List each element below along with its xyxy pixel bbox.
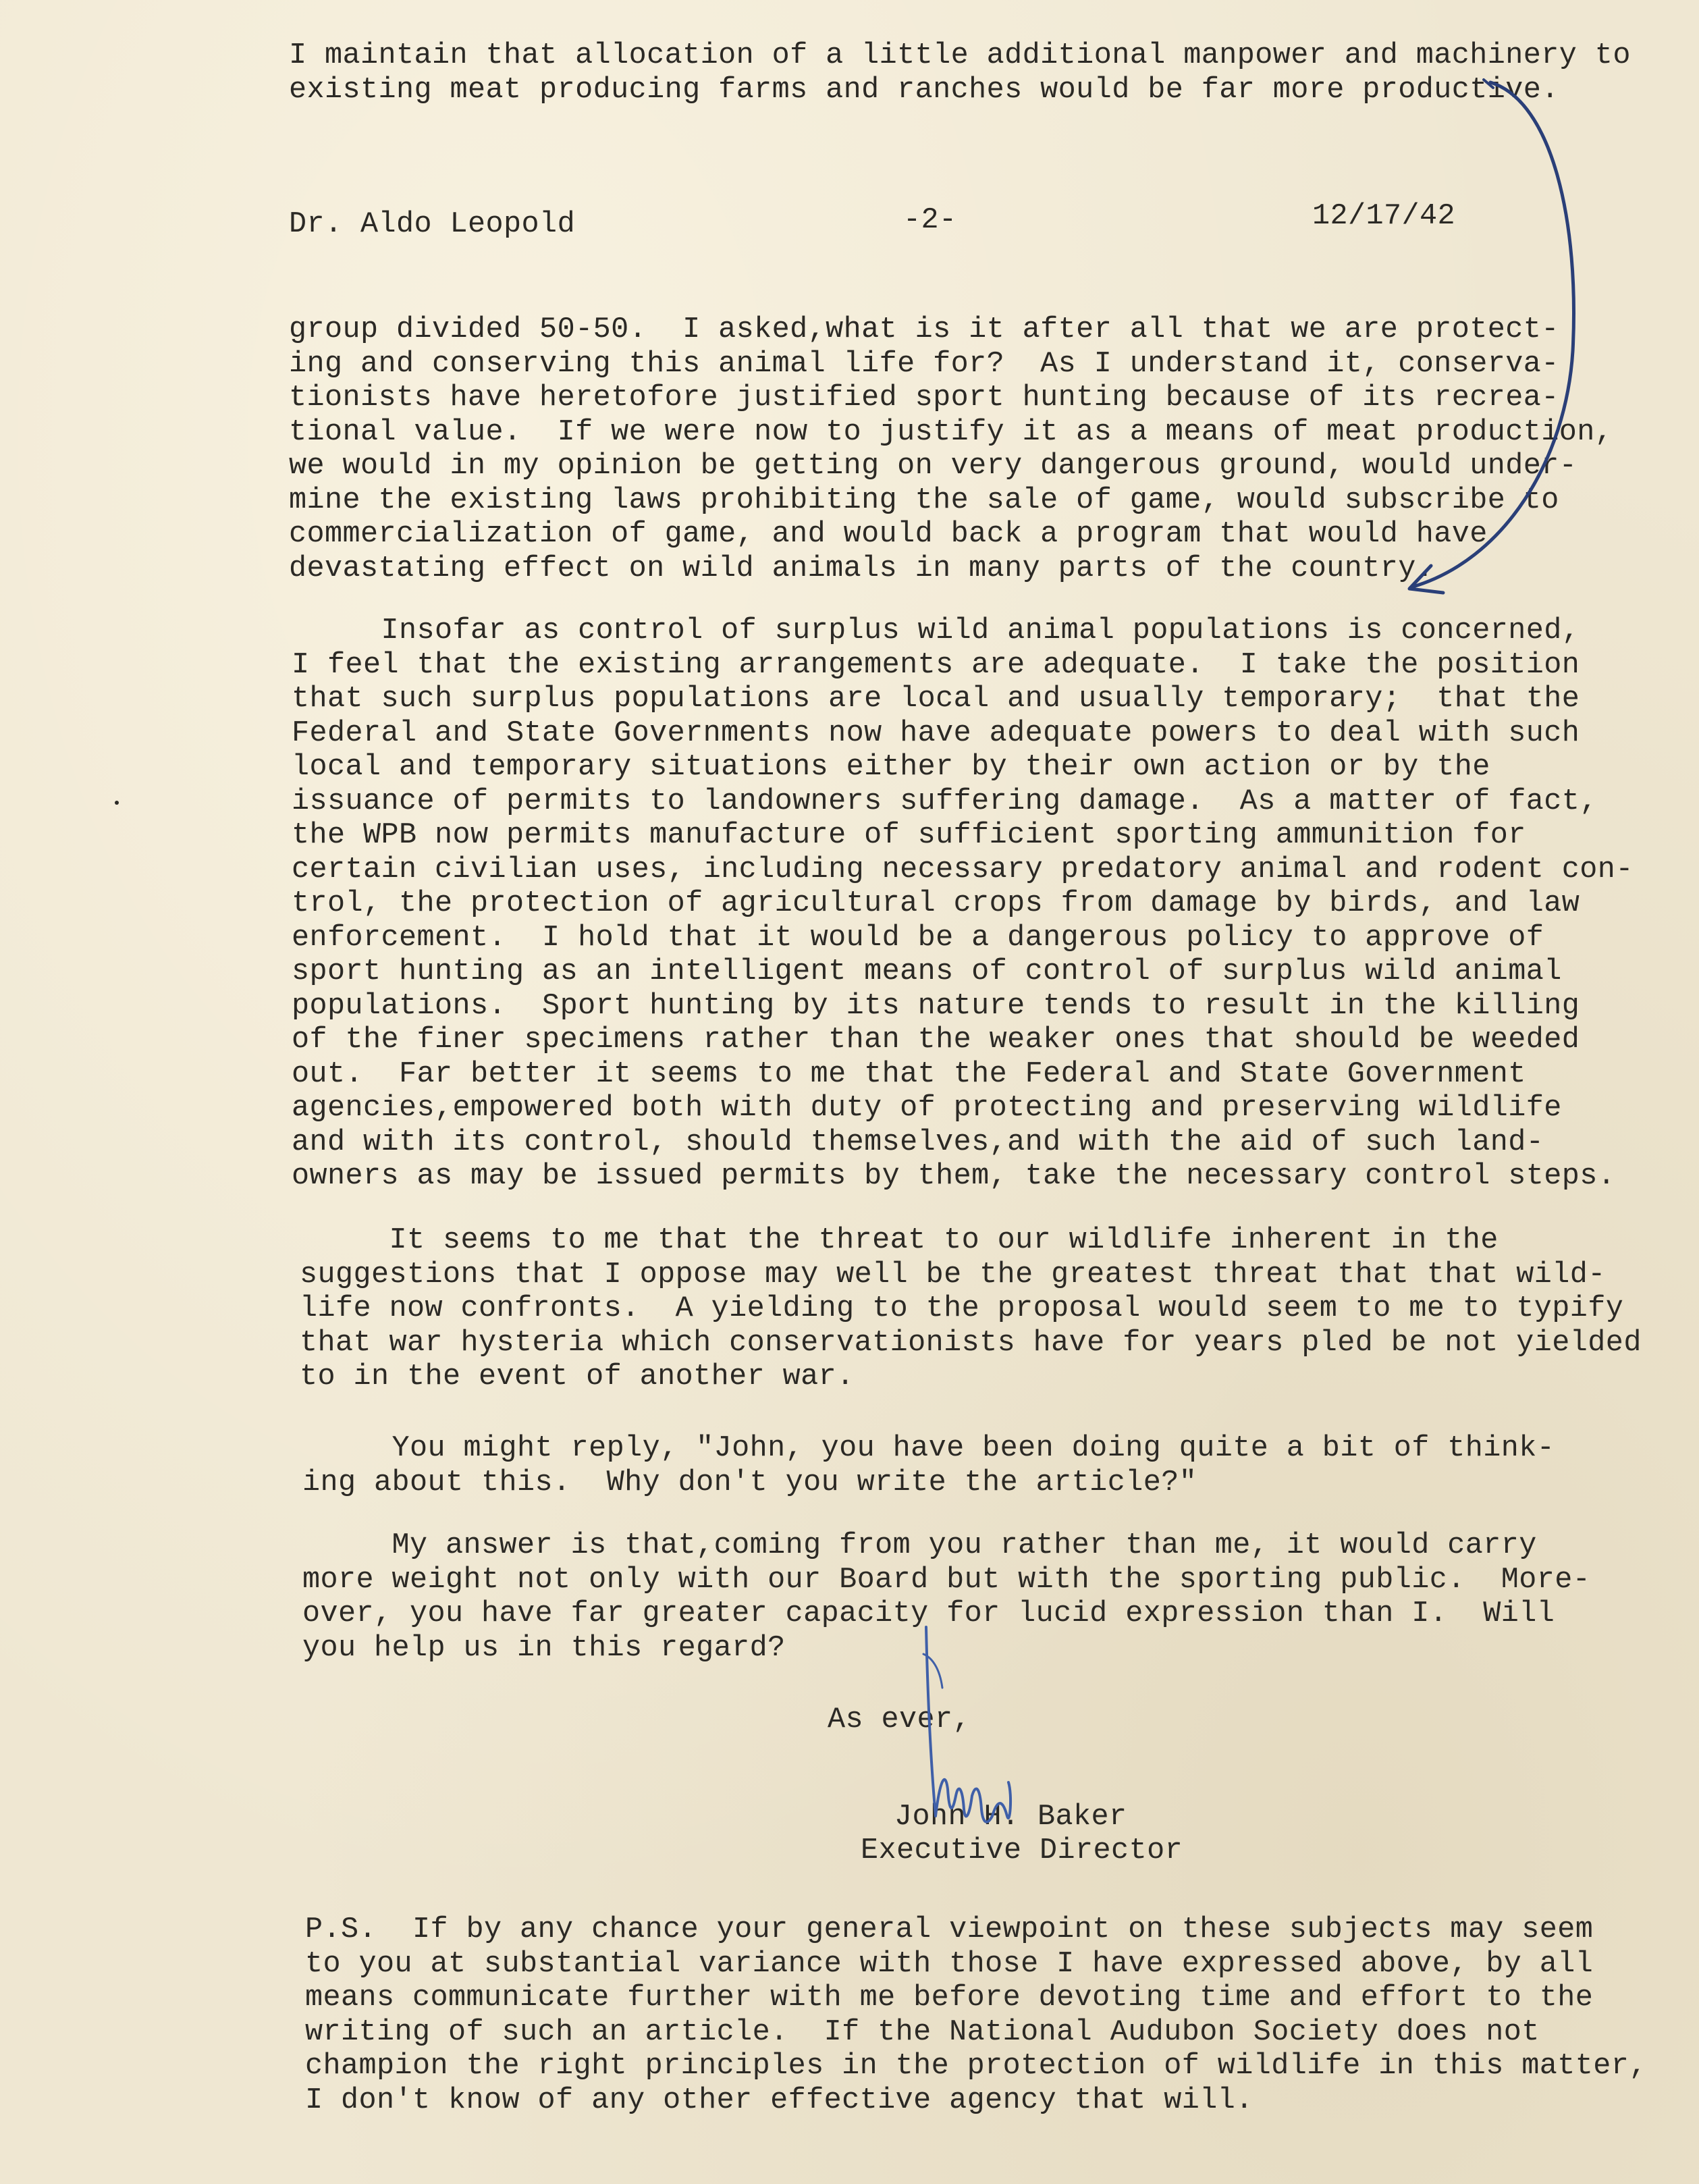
signer-title: Executive Director (861, 1834, 1183, 1867)
body-paragraph: It seems to me that the threat to our wildlife inherent in the suggestions that I oppose may well be the greatest threat that that wild- life now confronts. A yielding to the proposal would seem to me to typify that war hysteria which conservationists have for years pled be not yielded to in the event of another war. (300, 1224, 1642, 1393)
page-number: -2- (903, 204, 957, 237)
insert-arrow-head-icon (1409, 566, 1443, 593)
body-paragraph: Insofar as control of surplus wild animal populations is concerned, I feel that the existing arrangements are adequate. I take the position that such surplus populations are local and usually temporary; that the Federal and State Governments now have adequate powers to deal with such local and temporary situations either by their own action or by the issuance of permits to landowners suffering damage. As a matter of fact, the WPB now permits manufacture of sufficient sporting ammunition for certain civilian uses, including necessary predatory animal and rodent con- trol, the protection of agricultural crops from damage by birds, and law enforcement. I hold that it would be a dangerous policy to approve of sport hunting as an intelligent means of control of surplus wild animal populations. Sport hunting by its nature tends to result in the killing of the finer specimens rather than the weaker ones that should be weeded out. Far better it seems to me that the Federal and State Government agencies,empowered both with duty of protecting and preserving wildlife and with its control, should themselves,and with the aid of such land- owners as may be issued permits by them, take the necessary control steps. (292, 614, 1634, 1193)
closing-salutation: As ever, (828, 1703, 971, 1736)
body-paragraph: You might reply, "John, you have been doing quite a bit of think- ing about this. Why don't you write the article?" (302, 1432, 1555, 1499)
continued-paragraph: I maintain that allocation of a little additional manpower and machinery to existing meat producing farms and ranches would be far more productive. (289, 39, 1631, 107)
body-paragraph: My answer is that,coming from you rather than me, it would carry more weight not only with our Board but with the sporting public. More- over, you have far greater capacity for lucid expression than I. Will you help us in this regard? (302, 1529, 1591, 1665)
signer-name: John H. Baker (894, 1801, 1127, 1834)
recipient-header: Dr. Aldo Leopold (289, 208, 576, 241)
insert-arrow-line (1411, 82, 1573, 587)
letter-date: 12/17/42 (1312, 200, 1456, 233)
handwritten-signature (926, 1627, 1010, 1822)
postscript: P.S. If by any chance your general viewpoint on these subjects may seem to you at substantial variance with those I have expressed above, by all means communicate further with me before devoting time and effort to the writing of such an article. If the National Audubon Society does not champion the right principles in the protection of wildlife in this matter, I don't know of any other effective agency that will. (305, 1913, 1647, 2117)
body-paragraph: group divided 50-50. I asked,what is it after all that we are protect- ing and conserving this animal life for? As I understand it, conserva- tionists have heretofore justified sport hunting because of its recrea- tional value. If we were now to justify it as a means of meat production, we would in my opinion be getting on very dangerous ground, would under- mine the existing laws prohibiting the sale of game, would subscribe to commercialization of game, and would back a program that would have devastating effect on wild animals in many parts of the country. (289, 313, 1613, 585)
